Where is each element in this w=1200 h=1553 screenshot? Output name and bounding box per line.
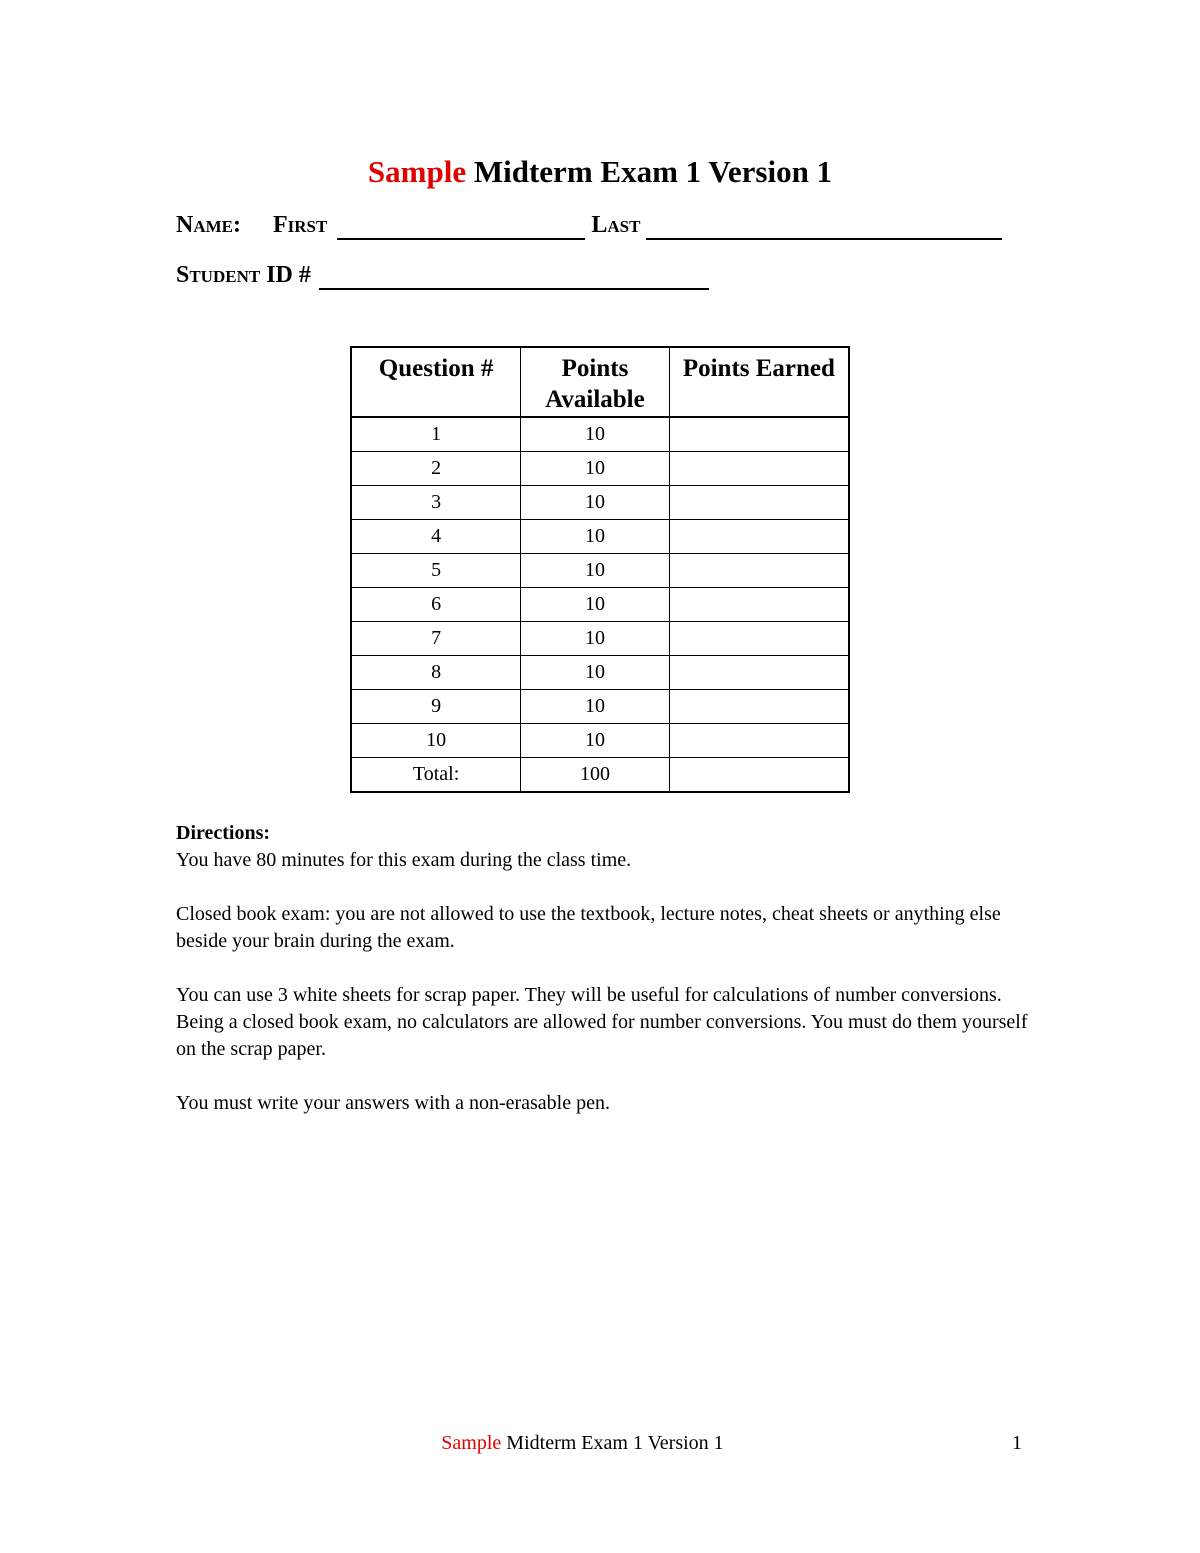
question-number: 2 xyxy=(351,452,521,486)
question-number: 6 xyxy=(351,588,521,622)
points-earned-cell[interactable] xyxy=(669,588,849,622)
header-points-available: Points Available xyxy=(521,347,670,417)
directions-paragraph: Closed book exam: you are not allowed to use the textbook, lecture notes, cheat sheets or anything else beside your brain during the exam. xyxy=(176,903,1001,952)
name-label: Name: xyxy=(176,212,241,238)
table-header-row xyxy=(351,347,849,417)
directions-paragraph: You can use 3 white sheets for scrap paper. They will be useful for calculations of number conversions. Being a closed book exam, no calculators are allowed for number conversions. You must do them yourself on the scrap paper. xyxy=(176,984,1028,1060)
question-number: 3 xyxy=(351,486,521,520)
total-points-available: 100 xyxy=(521,758,670,793)
points-earned-cell[interactable] xyxy=(669,656,849,690)
title-rest: Midterm Exam 1 Version 1 xyxy=(466,154,833,189)
footer-rest: Midterm Exam 1 Version 1 xyxy=(501,1432,724,1454)
table-row xyxy=(351,417,849,452)
points-available: 10 xyxy=(521,724,670,758)
points-available: 10 xyxy=(521,520,670,554)
table-row xyxy=(351,656,849,690)
last-name-field[interactable] xyxy=(646,216,1002,240)
points-earned-cell[interactable] xyxy=(669,724,849,758)
question-number: 10 xyxy=(351,724,521,758)
table-row xyxy=(351,588,849,622)
name-row xyxy=(176,210,1002,240)
table-total-row xyxy=(351,758,849,793)
directions-heading: Directions: xyxy=(176,822,271,844)
question-number: 9 xyxy=(351,690,521,724)
points-earned-cell[interactable] xyxy=(669,417,849,452)
directions-paragraph: You have 80 minutes for this exam during the class time. xyxy=(176,849,632,871)
last-name-label: Last xyxy=(591,212,641,238)
footer-highlight: Sample xyxy=(441,1432,502,1454)
table-row xyxy=(351,690,849,724)
question-number: 1 xyxy=(351,417,521,452)
total-points-earned-cell[interactable] xyxy=(669,758,849,793)
question-number: 7 xyxy=(351,622,521,656)
points-available: 10 xyxy=(521,656,670,690)
table-row xyxy=(351,554,849,588)
points-earned-cell[interactable] xyxy=(669,622,849,656)
points-earned-cell[interactable] xyxy=(669,520,849,554)
table-row xyxy=(351,724,849,758)
score-table xyxy=(350,346,850,793)
header-points-earned: Points Earned xyxy=(669,347,849,417)
first-name-field[interactable] xyxy=(337,216,585,240)
points-available: 10 xyxy=(521,588,670,622)
points-earned-cell[interactable] xyxy=(669,486,849,520)
student-id-field[interactable] xyxy=(319,266,709,290)
points-earned-cell[interactable] xyxy=(669,690,849,724)
points-available: 10 xyxy=(521,554,670,588)
page-number: 1 xyxy=(1012,1432,1022,1454)
question-number: 5 xyxy=(351,554,521,588)
directions-section xyxy=(176,820,1036,1144)
table-row xyxy=(351,452,849,486)
points-available: 10 xyxy=(521,690,670,724)
points-available: 10 xyxy=(521,622,670,656)
question-number: 8 xyxy=(351,656,521,690)
student-id-label: Student ID # xyxy=(176,262,311,288)
question-number: 4 xyxy=(351,520,521,554)
page-title xyxy=(0,150,1200,194)
header-question: Question # xyxy=(351,347,521,417)
directions-paragraph: You must write your answers with a non-erasable pen. xyxy=(176,1092,610,1114)
student-id-row xyxy=(176,260,709,290)
table-row xyxy=(351,622,849,656)
table-row xyxy=(351,486,849,520)
title-highlight: Sample xyxy=(367,154,467,189)
points-available: 10 xyxy=(521,417,670,452)
points-available: 10 xyxy=(521,452,670,486)
table-row xyxy=(351,520,849,554)
points-earned-cell[interactable] xyxy=(669,554,849,588)
footer-title xyxy=(0,1430,1165,1456)
first-name-label: First xyxy=(273,212,328,238)
points-available: 10 xyxy=(521,486,670,520)
total-label: Total: xyxy=(351,758,521,793)
points-earned-cell[interactable] xyxy=(669,452,849,486)
